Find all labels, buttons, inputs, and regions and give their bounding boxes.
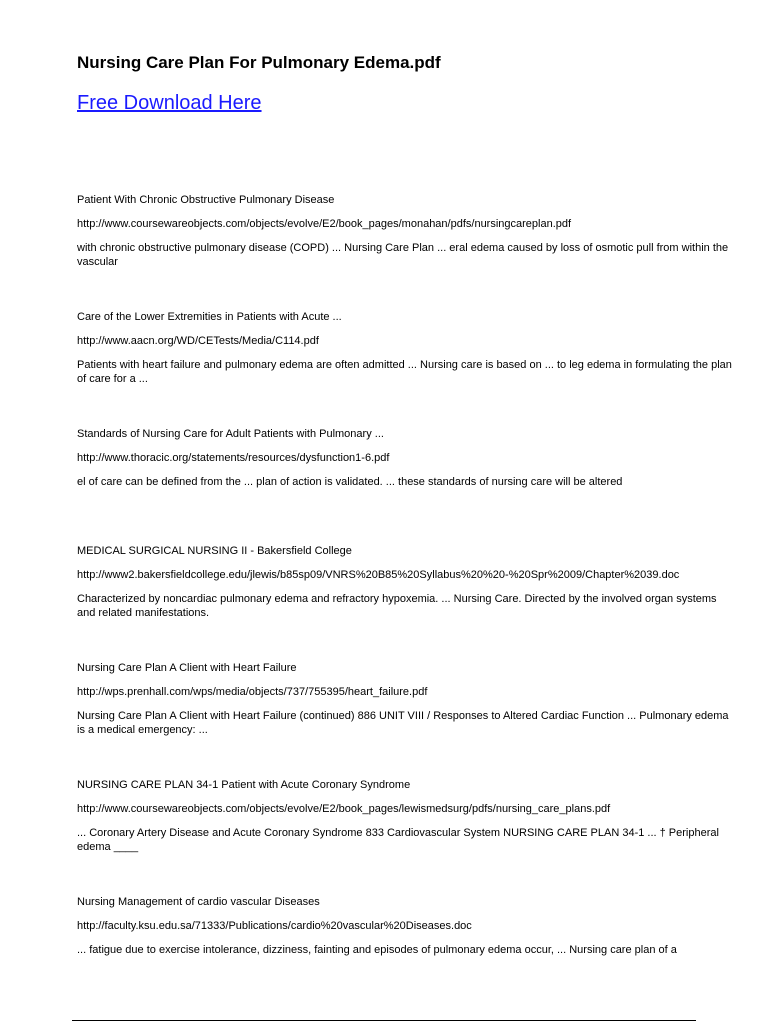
result-title: Care of the Lower Extremities in Patients with Acute ... (77, 311, 342, 323)
result-title: Standards of Nursing Care for Adult Patients with Pulmonary ... (77, 428, 384, 440)
result-url: http://www.thoracic.org/statements/resources/dysfunction1-6.pdf (77, 452, 390, 464)
result-title: Patient With Chronic Obstructive Pulmonary Disease (77, 194, 335, 206)
result-url: http://www.coursewareobjects.com/objects/evolve/E2/book_pages/lewismedsurg/pdfs/nursing_care_plans.pdf (77, 803, 611, 815)
result-title: Nursing Care Plan A Client with Heart Failure (77, 662, 297, 674)
result-url: http://wps.prenhall.com/wps/media/objects/737/755395/heart_failure.pdf (77, 686, 428, 698)
document-title: Nursing Care Plan For Pulmonary Edema.pdf (77, 53, 441, 72)
result-item (77, 661, 737, 778)
result-url: http://www.coursewareobjects.com/objects/evolve/E2/book_pages/monahan/pdfs/nursingcareplan.pdf (77, 218, 572, 230)
result-url: http://faculty.ksu.edu.sa/71333/Publications/cardio%20vascular%20Diseases.doc (77, 920, 472, 932)
result-url: http://www2.bakersfieldcollege.edu/jlewis/b85sp09/VNRS%20B85%20Syllabus%20%20-%20Spr%2009/Chapter%2039.doc (77, 569, 680, 581)
result-item (77, 778, 737, 895)
result-snippet: ... Coronary Artery Disease and Acute Coronary Syndrome 833 Cardiovascular System NURSING CARE PLAN 34-1 ... † Peripheral edema ____ (77, 827, 719, 853)
result-snippet: Patients with heart failure and pulmonary edema are often admitted ... Nursing care is based on ... to leg edema in formulating the plan of care for a ... (77, 359, 732, 385)
result-item (77, 427, 737, 544)
result-item (77, 310, 737, 427)
result-snippet: with chronic obstructive pulmonary disease (COPD) ... Nursing Care Plan ... eral edema caused by loss of osmotic pull from within the vascular (77, 242, 729, 268)
result-url: http://www.aacn.org/WD/CETests/Media/C114.pdf (77, 335, 319, 347)
result-title: Nursing Management of cardio vascular Diseases (77, 896, 320, 908)
result-snippet: Nursing Care Plan A Client with Heart Failure (continued) 886 UNIT VIII / Responses to Altered Cardiac Function ... Pulmonary edema is a medical emergency: ... (77, 710, 729, 736)
result-title: NURSING CARE PLAN 34-1 Patient with Acute Coronary Syndrome (77, 779, 411, 791)
result-snippet: ... fatigue due to exercise intolerance, dizziness, fainting and episodes of pulmonary edema occur, ... Nursing care plan of a (77, 944, 677, 956)
result-snippet: Characterized by noncardiac pulmonary edema and refractory hypoxemia. ... Nursing Care. Directed by the involved organ systems and related manifestations. (77, 593, 717, 619)
free-download-link[interactable]: Free Download Here (77, 92, 262, 114)
results-list (77, 193, 737, 1012)
result-item (77, 895, 737, 1012)
footer-divider (72, 1020, 696, 1021)
result-item (77, 544, 737, 661)
result-title: MEDICAL SURGICAL NURSING II - Bakersfield College (77, 545, 352, 557)
result-item (77, 193, 737, 310)
result-snippet: el of care can be defined from the ... plan of action is validated. ... these standards of nursing care will be altered (77, 476, 623, 488)
